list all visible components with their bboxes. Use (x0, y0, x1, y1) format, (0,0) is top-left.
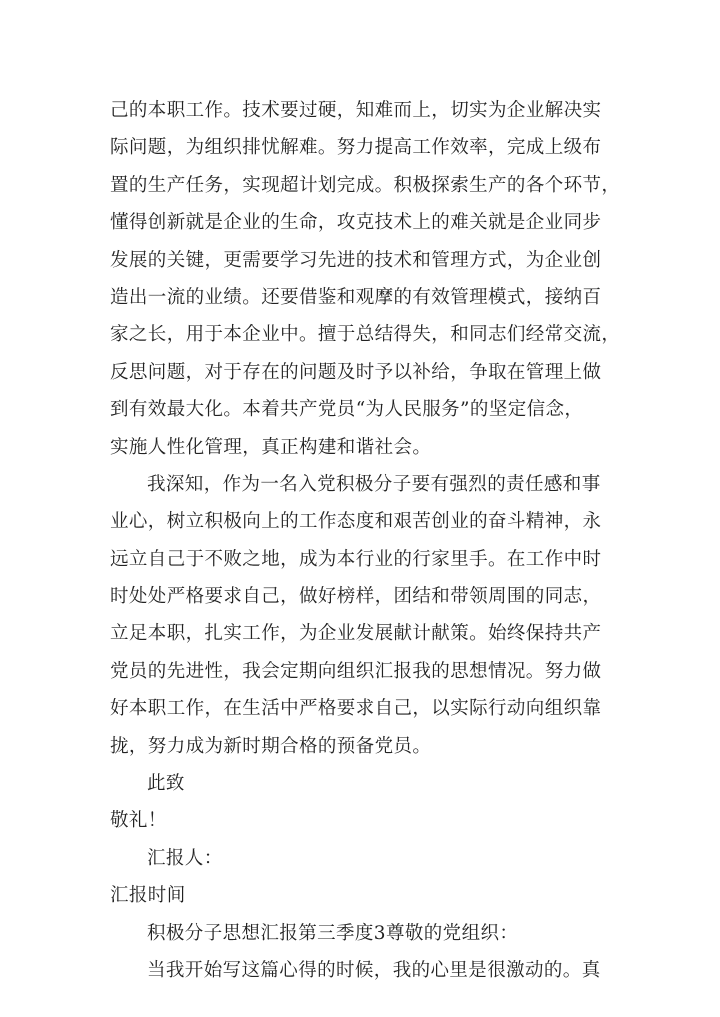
paragraph-line: 拢，努力成为新时期合格的预备党员。 (110, 735, 432, 757)
paragraph-line: 发展的关键，更需要学习先进的技术和管理方式，为企业创 (110, 249, 602, 271)
paragraph-line: 当我开始写这篇心得的时候，我的心里是很激动的。真 (147, 959, 601, 981)
closing-regards: 敬礼！ (110, 810, 167, 832)
paragraph-line: 业心，树立积极向上的工作态度和艰苦创业的奋斗精神，永 (110, 511, 602, 533)
paragraph-line: 我深知，作为一名入党积极分子要有强烈的责任感和事 (147, 473, 601, 495)
paragraph-line: 党员的先进性，我会定期向组织汇报我的思想情况。努力做 (110, 660, 602, 682)
paragraph-line: 家之长，用于本企业中。擅于总结得失，和同志们经常交流， (110, 324, 621, 346)
paragraph-line: 到有效最大化。本着共产党员“为人民服务”的坚定信念， (110, 399, 584, 421)
paragraph-line: 远立自己于不败之地，成为本行业的行家里手。在工作中时 (110, 548, 602, 570)
paragraph-line: 置的生产任务，实现超计划完成。积极探索生产的各个环节， (110, 174, 621, 196)
document-body (110, 92, 621, 989)
report-time-label: 汇报时间 (110, 885, 186, 907)
paragraph-line: 懂得创新就是企业的生命，攻克技术上的难关就是企业同步 (110, 212, 602, 234)
closing-salutation: 此致 (147, 773, 185, 795)
paragraph-line: 造出一流的业绩。还要借鉴和观摩的有效管理模式，接纳百 (110, 286, 602, 308)
paragraph-line: 己的本职工作。技术要过硬，知难而上，切实为企业解决实 (110, 100, 602, 121)
paragraph-line: 实施人性化管理，真正构建和谐社会。 (110, 436, 432, 458)
paragraph-line: 际问题，为组织排忧解难。努力提高工作效率，完成上级布 (110, 137, 602, 159)
reporter-label: 汇报人： (147, 847, 223, 869)
paragraph-line: 时处处严格要求自己，做好榜样，团结和带领周围的同志， (110, 586, 602, 608)
paragraph-line: 好本职工作，在生活中严格要求自己，以实际行动向组织靠 (110, 698, 602, 720)
next-report-heading: 积极分子思想汇报第三季度3尊敬的党组织： (147, 922, 519, 944)
paragraph-line: 反思问题，对于存在的问题及时予以补给，争取在管理上做 (110, 361, 602, 383)
paragraph-line: 立足本职，扎实工作，为企业发展献计献策。始终保持共产 (110, 623, 602, 645)
